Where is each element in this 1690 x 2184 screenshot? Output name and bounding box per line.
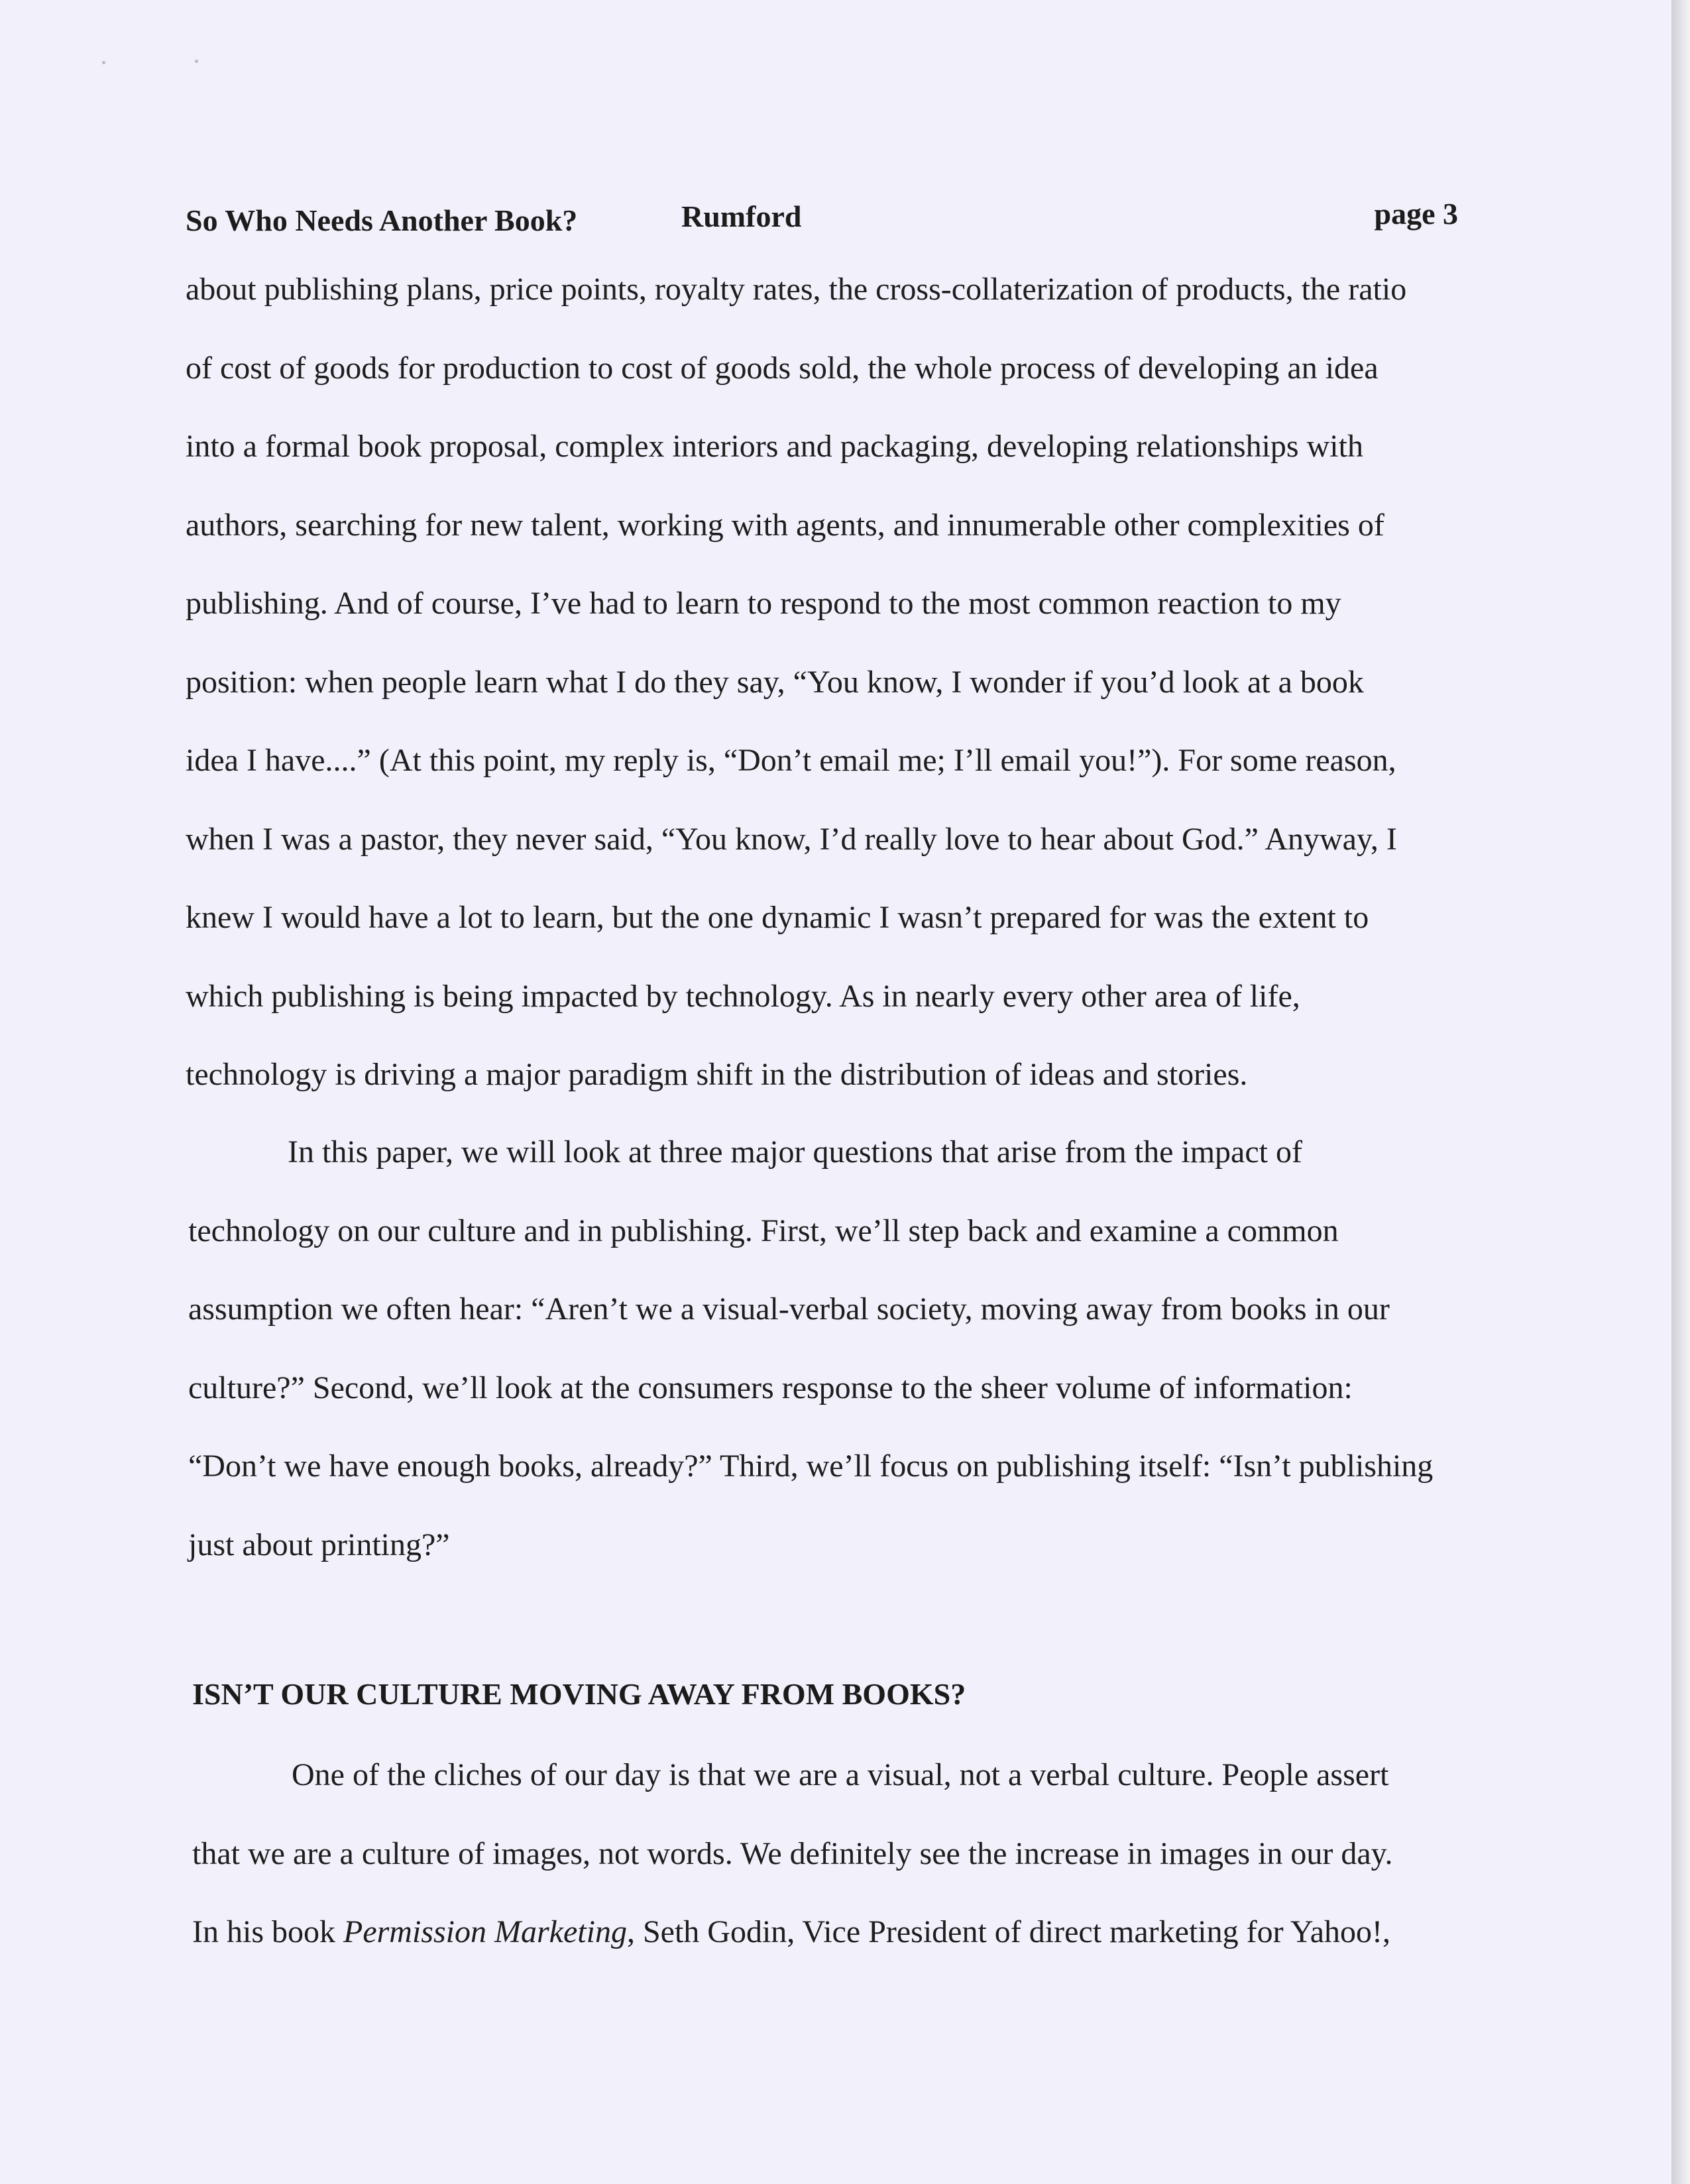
text-line: “Don’t we have enough books, already?” Third, we’ll focus on publishing itself: “Isn’t publishing [188, 1448, 1434, 1484]
text-line: idea I have....” (At this point, my reply is, “Don’t email me; I’ll email you!”). For some reason, [186, 743, 1396, 778]
scan-speck [102, 61, 105, 64]
text-line: about publishing plans, price points, royalty rates, the cross-collaterization of products, the ratio [186, 272, 1407, 307]
paragraph-3 [192, 1736, 1485, 1972]
text-line: In this paper, we will look at three major questions that arise from the impact of [288, 1134, 1302, 1170]
text-fragment: , Seth Godin, Vice President of direct marketing for Yahoo!, [626, 1914, 1390, 1949]
paragraph-2 [188, 1113, 1481, 1584]
text-line: authors, searching for new talent, working with agents, and innumerable other complexities of [186, 507, 1384, 543]
text-line: of cost of goods for production to cost of goods sold, the whole process of developing an idea [186, 350, 1379, 386]
page-edge-shadow [1671, 0, 1690, 2184]
text-line: knew I would have a lot to learn, but the one dynamic I wasn’t prepared for was the extent to [186, 900, 1369, 935]
text-line [192, 1893, 1485, 1972]
header-author: Rumford [681, 199, 802, 233]
text-line: just about printing?” [188, 1527, 450, 1562]
text-line: which publishing is being impacted by technology. As in nearly every other area of life, [186, 978, 1300, 1014]
running-header [186, 196, 1458, 243]
scan-speck [195, 60, 198, 63]
section-heading: ISN’T OUR CULTURE MOVING AWAY FROM BOOKS? [192, 1677, 966, 1711]
text-line: technology is driving a major paradigm shift in the distribution of ideas and stories. [186, 1057, 1248, 1092]
text-line: when I was a pastor, they never said, “You know, I’d really love to hear about God.” Anyway, I [186, 821, 1397, 857]
header-title: So Who Needs Another Book? [186, 203, 578, 237]
text-line: into a formal book proposal, complex interiors and packaging, developing relationships with [186, 429, 1363, 464]
text-line: publishing. And of course, I’ve had to learn to respond to the most common reaction to my [186, 586, 1341, 621]
text-line: One of the cliches of our day is that we are a visual, not a verbal culture. People assert [292, 1757, 1389, 1792]
text-line: that we are a culture of images, not words. We definitely see the increase in images in our day. [192, 1835, 1393, 1871]
text-line: technology on our culture and in publishing. First, we’ll step back and examine a common [188, 1213, 1339, 1248]
text-line: position: when people learn what I do they say, “You know, I wonder if you’d look at a book [186, 664, 1364, 700]
text-line: assumption we often hear: “Aren’t we a visual-verbal society, moving away from books in our [188, 1291, 1390, 1327]
book-title: Permission Marketing [343, 1914, 627, 1949]
page-number: page 3 [1374, 197, 1458, 231]
paragraph-1 [186, 250, 1478, 1115]
text-line: culture?” Second, we’ll look at the consumers response to the sheer volume of information: [188, 1370, 1353, 1405]
text-fragment: In his book [192, 1914, 343, 1949]
